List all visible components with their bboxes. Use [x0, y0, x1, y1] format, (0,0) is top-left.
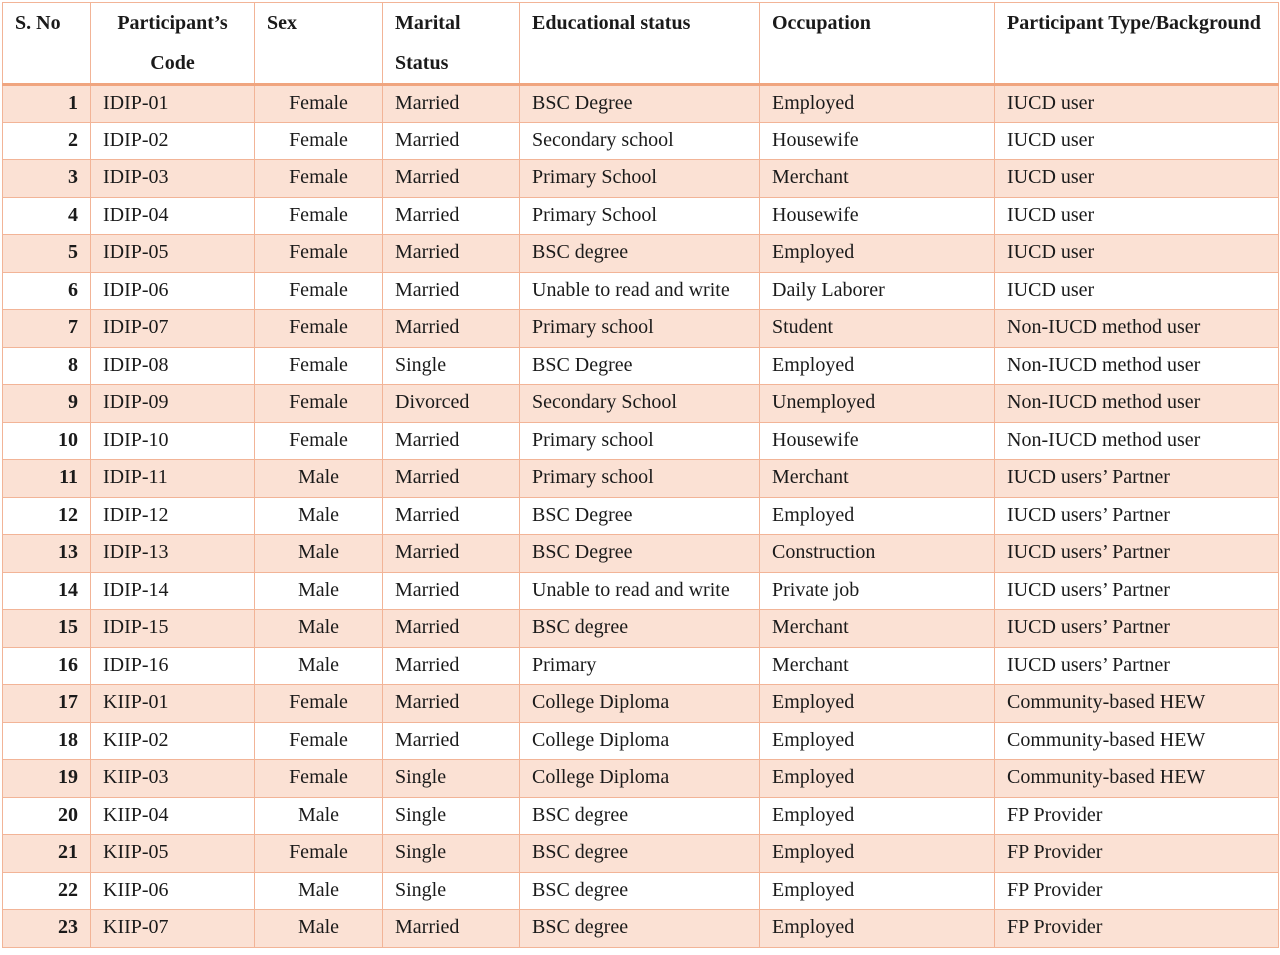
cell-occupation: Housewife — [760, 422, 995, 460]
cell-sno: 7 — [3, 310, 91, 348]
cell-sno: 4 — [3, 197, 91, 235]
cell-educational-status: BSC degree — [520, 910, 760, 948]
cell-occupation: Employed — [760, 760, 995, 798]
table-row — [3, 460, 1279, 498]
table-row — [3, 235, 1279, 273]
cell-marital-status: Married — [383, 272, 520, 310]
cell-educational-status: BSC Degree — [520, 535, 760, 573]
table-row — [3, 797, 1279, 835]
table-row — [3, 572, 1279, 610]
cell-occupation: Employed — [760, 835, 995, 873]
cell-educational-status: Unable to read and write — [520, 272, 760, 310]
cell-participant-type: IUCD users’ Partner — [995, 610, 1279, 648]
cell-participant-code: IDIP-09 — [91, 385, 255, 423]
cell-participant-code: IDIP-12 — [91, 497, 255, 535]
cell-sno: 9 — [3, 385, 91, 423]
cell-sex: Male — [255, 797, 383, 835]
cell-occupation: Employed — [760, 85, 995, 123]
cell-sex: Male — [255, 535, 383, 573]
cell-occupation: Private job — [760, 572, 995, 610]
cell-sex: Female — [255, 760, 383, 798]
cell-occupation: Housewife — [760, 122, 995, 160]
cell-marital-status: Married — [383, 160, 520, 198]
cell-participant-code: KIIP-01 — [91, 685, 255, 723]
cell-marital-status: Married — [383, 235, 520, 273]
cell-occupation: Merchant — [760, 647, 995, 685]
cell-occupation: Employed — [760, 722, 995, 760]
cell-participant-code: KIIP-07 — [91, 910, 255, 948]
cell-marital-status: Married — [383, 310, 520, 348]
cell-educational-status: Secondary school — [520, 122, 760, 160]
cell-occupation: Daily Laborer — [760, 272, 995, 310]
table-row — [3, 497, 1279, 535]
cell-participant-code: IDIP-05 — [91, 235, 255, 273]
cell-sno: 21 — [3, 835, 91, 873]
cell-sno: 13 — [3, 535, 91, 573]
cell-marital-status: Single — [383, 797, 520, 835]
cell-marital-status: Married — [383, 535, 520, 573]
cell-educational-status: College Diploma — [520, 722, 760, 760]
cell-occupation: Merchant — [760, 460, 995, 498]
table-row — [3, 647, 1279, 685]
cell-participant-code: IDIP-10 — [91, 422, 255, 460]
table-row — [3, 272, 1279, 310]
cell-participant-code: IDIP-01 — [91, 85, 255, 123]
cell-occupation: Employed — [760, 347, 995, 385]
cell-sex: Male — [255, 460, 383, 498]
header-sno: S. No — [3, 3, 91, 85]
cell-educational-status: Secondary School — [520, 385, 760, 423]
cell-sno: 20 — [3, 797, 91, 835]
cell-occupation: Housewife — [760, 197, 995, 235]
cell-sno: 23 — [3, 910, 91, 948]
cell-sex: Male — [255, 572, 383, 610]
header-occupation: Occupation — [760, 3, 995, 85]
cell-sex: Female — [255, 272, 383, 310]
cell-occupation: Employed — [760, 685, 995, 723]
cell-marital-status: Married — [383, 685, 520, 723]
table-row — [3, 872, 1279, 910]
cell-participant-code: IDIP-08 — [91, 347, 255, 385]
cell-marital-status: Married — [383, 497, 520, 535]
cell-participant-type: IUCD user — [995, 122, 1279, 160]
cell-sno: 17 — [3, 685, 91, 723]
cell-marital-status: Married — [383, 197, 520, 235]
cell-participant-type: IUCD user — [995, 160, 1279, 198]
cell-participant-type: Community-based HEW — [995, 760, 1279, 798]
cell-sno: 3 — [3, 160, 91, 198]
cell-sno: 18 — [3, 722, 91, 760]
cell-participant-type: Non-IUCD method user — [995, 310, 1279, 348]
cell-participant-type: FP Provider — [995, 835, 1279, 873]
cell-occupation: Employed — [760, 497, 995, 535]
table-row — [3, 422, 1279, 460]
participants-table — [2, 2, 1279, 948]
cell-sno: 22 — [3, 872, 91, 910]
cell-sex: Female — [255, 685, 383, 723]
header-marital-status: Marital Status — [383, 3, 520, 85]
cell-sex: Female — [255, 722, 383, 760]
cell-participant-type: FP Provider — [995, 872, 1279, 910]
cell-sex: Female — [255, 385, 383, 423]
cell-sex: Male — [255, 872, 383, 910]
cell-participant-type: IUCD users’ Partner — [995, 572, 1279, 610]
cell-participant-code: IDIP-02 — [91, 122, 255, 160]
cell-sex: Female — [255, 197, 383, 235]
table-row — [3, 835, 1279, 873]
cell-educational-status: BSC Degree — [520, 497, 760, 535]
table-row — [3, 535, 1279, 573]
cell-occupation: Unemployed — [760, 385, 995, 423]
table-row — [3, 310, 1279, 348]
cell-sno: 6 — [3, 272, 91, 310]
cell-marital-status: Married — [383, 647, 520, 685]
cell-participant-code: IDIP-06 — [91, 272, 255, 310]
cell-sex: Female — [255, 85, 383, 123]
cell-sex: Male — [255, 610, 383, 648]
cell-occupation: Employed — [760, 797, 995, 835]
cell-participant-type: IUCD user — [995, 235, 1279, 273]
cell-participant-code: IDIP-16 — [91, 647, 255, 685]
cell-occupation: Employed — [760, 872, 995, 910]
cell-sex: Female — [255, 122, 383, 160]
cell-participant-type: FP Provider — [995, 910, 1279, 948]
cell-sex: Male — [255, 910, 383, 948]
cell-marital-status: Married — [383, 722, 520, 760]
cell-participant-type: IUCD users’ Partner — [995, 535, 1279, 573]
table-row — [3, 385, 1279, 423]
cell-participant-type: Community-based HEW — [995, 685, 1279, 723]
cell-occupation: Employed — [760, 235, 995, 273]
cell-participant-type: IUCD user — [995, 85, 1279, 123]
table-row — [3, 197, 1279, 235]
cell-participant-code: KIIP-03 — [91, 760, 255, 798]
cell-marital-status: Single — [383, 347, 520, 385]
cell-participant-code: KIIP-06 — [91, 872, 255, 910]
cell-sex: Male — [255, 647, 383, 685]
cell-participant-type: Community-based HEW — [995, 722, 1279, 760]
cell-occupation: Merchant — [760, 160, 995, 198]
cell-participant-type: IUCD user — [995, 197, 1279, 235]
cell-sno: 16 — [3, 647, 91, 685]
header-participant-type: Participant Type/Background — [995, 3, 1279, 85]
cell-sno: 10 — [3, 422, 91, 460]
table-row — [3, 760, 1279, 798]
cell-educational-status: Primary school — [520, 422, 760, 460]
cell-sno: 12 — [3, 497, 91, 535]
cell-sno: 8 — [3, 347, 91, 385]
cell-participant-code: IDIP-07 — [91, 310, 255, 348]
cell-marital-status: Married — [383, 85, 520, 123]
cell-educational-status: Primary school — [520, 310, 760, 348]
cell-marital-status: Married — [383, 422, 520, 460]
table-row — [3, 85, 1279, 123]
cell-sex: Male — [255, 497, 383, 535]
header-row — [3, 3, 1279, 85]
cell-educational-status: BSC degree — [520, 835, 760, 873]
cell-educational-status: Unable to read and write — [520, 572, 760, 610]
cell-participant-code: IDIP-14 — [91, 572, 255, 610]
cell-occupation: Merchant — [760, 610, 995, 648]
cell-marital-status: Divorced — [383, 385, 520, 423]
cell-educational-status: BSC degree — [520, 797, 760, 835]
header-participant-code: Participant’s Code — [91, 3, 255, 85]
cell-participant-code: IDIP-04 — [91, 197, 255, 235]
cell-educational-status: Primary School — [520, 197, 760, 235]
cell-sex: Female — [255, 160, 383, 198]
cell-participant-code: IDIP-13 — [91, 535, 255, 573]
cell-participant-code: IDIP-11 — [91, 460, 255, 498]
table-row — [3, 160, 1279, 198]
cell-educational-status: College Diploma — [520, 685, 760, 723]
table-row — [3, 722, 1279, 760]
cell-sno: 11 — [3, 460, 91, 498]
cell-participant-type: Non-IUCD method user — [995, 422, 1279, 460]
cell-sno: 5 — [3, 235, 91, 273]
cell-participant-type: Non-IUCD method user — [995, 385, 1279, 423]
cell-occupation: Student — [760, 310, 995, 348]
cell-participant-code: IDIP-03 — [91, 160, 255, 198]
cell-marital-status: Married — [383, 910, 520, 948]
cell-educational-status: College Diploma — [520, 760, 760, 798]
cell-sno: 19 — [3, 760, 91, 798]
table-row — [3, 610, 1279, 648]
cell-marital-status: Single — [383, 760, 520, 798]
cell-sex: Female — [255, 310, 383, 348]
cell-sno: 1 — [3, 85, 91, 123]
cell-participant-code: IDIP-15 — [91, 610, 255, 648]
cell-marital-status: Married — [383, 460, 520, 498]
table-row — [3, 685, 1279, 723]
cell-sno: 14 — [3, 572, 91, 610]
cell-educational-status: Primary School — [520, 160, 760, 198]
cell-marital-status: Married — [383, 572, 520, 610]
header-sex: Sex — [255, 3, 383, 85]
cell-marital-status: Married — [383, 610, 520, 648]
cell-participant-type: IUCD user — [995, 272, 1279, 310]
table-body — [3, 85, 1279, 948]
cell-sex: Female — [255, 835, 383, 873]
cell-occupation: Employed — [760, 910, 995, 948]
cell-sex: Female — [255, 347, 383, 385]
cell-educational-status: BSC Degree — [520, 347, 760, 385]
table-row — [3, 122, 1279, 160]
cell-participant-type: FP Provider — [995, 797, 1279, 835]
cell-participant-type: IUCD users’ Partner — [995, 497, 1279, 535]
table-row — [3, 910, 1279, 948]
cell-educational-status: BSC degree — [520, 872, 760, 910]
table-header — [3, 3, 1279, 85]
cell-participant-code: KIIP-05 — [91, 835, 255, 873]
cell-participant-type: Non-IUCD method user — [995, 347, 1279, 385]
cell-educational-status: Primary school — [520, 460, 760, 498]
cell-participant-type: IUCD users’ Partner — [995, 460, 1279, 498]
cell-educational-status: BSC degree — [520, 235, 760, 273]
cell-marital-status: Married — [383, 122, 520, 160]
cell-sno: 2 — [3, 122, 91, 160]
table-row — [3, 347, 1279, 385]
cell-participant-code: KIIP-02 — [91, 722, 255, 760]
cell-educational-status: BSC Degree — [520, 85, 760, 123]
cell-participant-code: KIIP-04 — [91, 797, 255, 835]
cell-occupation: Construction — [760, 535, 995, 573]
cell-marital-status: Single — [383, 872, 520, 910]
header-educational-status: Educational status — [520, 3, 760, 85]
cell-sex: Female — [255, 422, 383, 460]
cell-participant-type: IUCD users’ Partner — [995, 647, 1279, 685]
cell-sno: 15 — [3, 610, 91, 648]
cell-educational-status: Primary — [520, 647, 760, 685]
cell-marital-status: Single — [383, 835, 520, 873]
cell-educational-status: BSC degree — [520, 610, 760, 648]
cell-sex: Female — [255, 235, 383, 273]
